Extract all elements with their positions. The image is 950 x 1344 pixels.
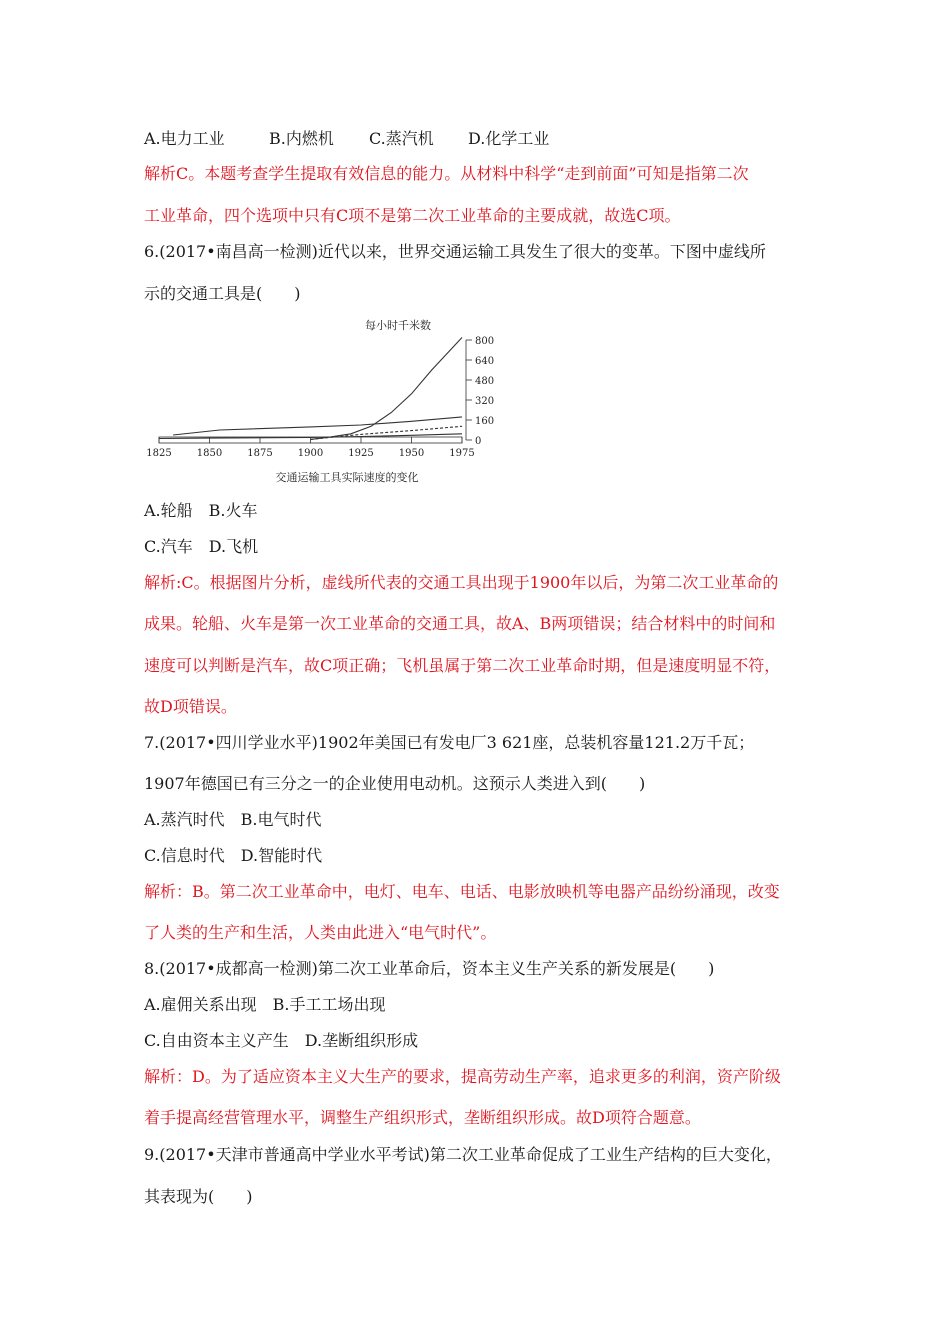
series-line-4 <box>159 434 462 439</box>
q8-analysis-line: 解析：D。为了适应资本主义大生产的要求，提高劳动生产率，追求更多的利润，资产阶级 <box>144 1067 781 1086</box>
chart-ylabel: 每小时千米数 <box>365 319 431 332</box>
y-tick-label: 320 <box>475 396 495 407</box>
q8-options-line: A.雇佣关系出现 B.手工工场出现 <box>144 995 386 1014</box>
chart-axes <box>146 336 494 459</box>
q7-analysis-line: 了人类的生产和生活，人类由此进入“电气时代”。 <box>144 923 497 942</box>
q8-options-line: C.自由资本主义产生 D.垄断组织形成 <box>144 1031 419 1050</box>
x-tick-label: 1900 <box>297 448 324 459</box>
q5-option-d: D.化学工业 <box>468 129 550 148</box>
q7-options-line: C.信息时代 D.智能时代 <box>144 846 323 865</box>
q6-analysis-line: 解析:C。根据图片分析，虚线所代表的交通工具出现于1900年以后，为第二次工业革命的 <box>144 573 779 592</box>
q6-analysis-line: 成果。轮船、火车是第一次工业革命的交通工具，故A、B两项错误；结合材料中的时间和 <box>144 614 776 633</box>
chart-series <box>159 338 462 440</box>
q7-stem-line: 7.(2017•四川学业水平)1902年美国已有发电厂3 621座，总装机容量121.2万千瓦； <box>144 733 755 752</box>
speed-chart <box>140 313 495 493</box>
x-tick-label: 1825 <box>146 448 172 459</box>
q5-options <box>144 129 549 149</box>
q8-stem-line: 8.(2017•成都高一检测)第二次工业革命后，资本主义生产关系的新发展是( ) <box>144 959 715 978</box>
q7-stem-line: 1907年德国已有三分之一的企业使用电动机。这预示人类进入到( ) <box>144 774 646 793</box>
q5-analysis-line: 工业革命，四个选项中只有C项不是第二次工业革命的主要成就，故选C项。 <box>144 206 681 225</box>
q6-stem-line: 示的交通工具是( ) <box>144 284 301 303</box>
x-tick-label: 1950 <box>398 448 425 459</box>
y-tick-label: 640 <box>475 356 495 367</box>
q9-stem-line: 其表现为( ) <box>144 1187 253 1206</box>
y-tick-label: 480 <box>475 376 495 387</box>
y-tick-label: 0 <box>475 436 482 447</box>
y-tick-label: 160 <box>475 416 495 427</box>
q8-analysis-line: 着手提高经营管理水平，调整生产组织形式，垄断组织形成。故D项符合题意。 <box>144 1108 701 1127</box>
q6-options-line: A.轮船 B.火车 <box>144 501 258 520</box>
q7-options-line: A.蒸汽时代 B.电气时代 <box>144 810 322 829</box>
x-tick-label: 1850 <box>196 448 223 459</box>
x-tick-label: 1975 <box>449 448 475 459</box>
q5-option-a: A.电力工业 <box>144 129 225 148</box>
y-tick-label: 800 <box>475 336 495 347</box>
q7-analysis-line: 解析：B。第二次工业革命中，电灯、电车、电话、电影放映机等电器产品纷纷涌现，改变 <box>144 882 780 901</box>
series-line-1 <box>173 417 462 435</box>
q5-option-c: C.蒸汽机 <box>369 129 434 148</box>
q6-analysis-line: 速度可以判断是汽车，故C项正确；飞机虽属于第二次工业革命时期，但是速度明显不符， <box>144 656 781 675</box>
q9-stem-line: 9.(2017•天津市普通高中学业水平考试)第二次工业革命促成了工业生产结构的巨大变化， <box>144 1145 782 1164</box>
q5-analysis-line: 解析C。本题考查学生提取有效信息的能力。从材料中科学“走到前面”可知是指第二次 <box>144 164 749 183</box>
q6-stem-line: 6.(2017•南昌高一检测)近代以来，世界交通运输工具发生了很大的变革。下图中虚线所 <box>144 242 766 261</box>
x-tick-label: 1925 <box>348 448 374 459</box>
series-line-2 <box>311 338 463 440</box>
q5-option-b: B.内燃机 <box>269 129 334 148</box>
q6-options-line: C.汽车 D.飞机 <box>144 537 259 556</box>
x-tick-label: 1875 <box>247 448 273 459</box>
chart-title: 交通运输工具实际速度的变化 <box>275 471 419 484</box>
q6-analysis-line: 故D项错误。 <box>144 697 237 716</box>
